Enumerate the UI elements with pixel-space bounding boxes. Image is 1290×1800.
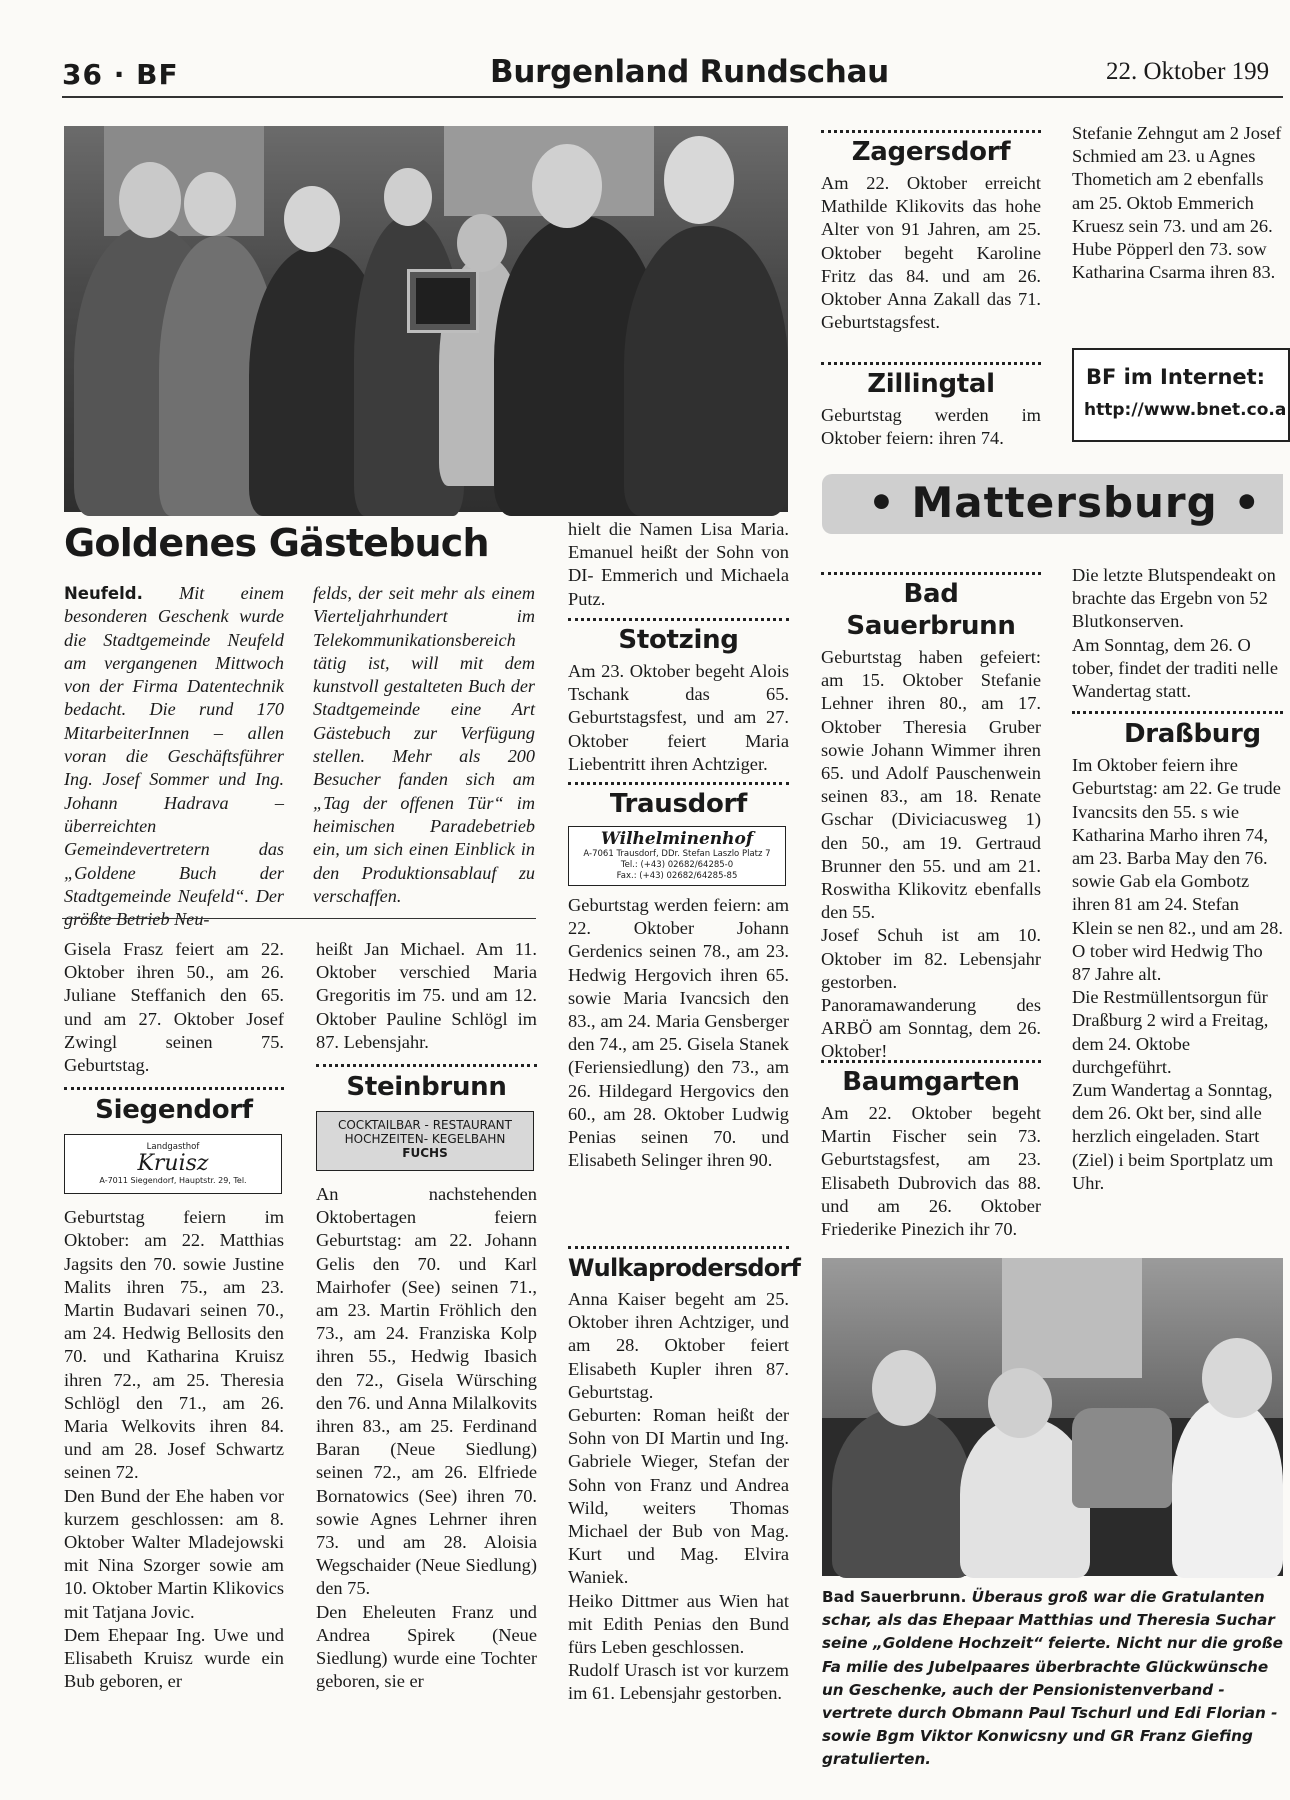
col5-mid — [1072, 564, 1283, 1195]
trausdorf-text: Geburtstag werden feiern: am 22. Oktober Johann Gerdenics seinen 78., am 23. Hedwig Hergovich ihren 65. sowie Maria Ivancsich den 83., am 24. Maria Gensberger den 74., am 25. Gisela Stanek (Feriensiedlung) den 73., am 26. Hildegard Hergovics den 60., am 28. Oktober Ludwig Penias seinen 70. und Elisabeth Selinger ihren 90. — [568, 895, 789, 1171]
person-1-head — [119, 162, 181, 238]
person-7-head — [664, 136, 734, 224]
internet-label: BF im Internet: — [1086, 365, 1266, 389]
golden-book — [407, 269, 479, 333]
drassburg-text-3: Zum Wandertag a Sonntag, dem 26. Okt ber, sind alle herzlich eingeladen. Start (Ziel) i beim Sportplatz um Uhr. — [1072, 1080, 1274, 1193]
man-left-head — [872, 1350, 936, 1426]
anniversary-photo — [822, 1258, 1283, 1576]
group-photo — [64, 126, 788, 512]
internet-url[interactable]: http://www.bnet.co.a — [1084, 400, 1287, 420]
woman-center-head — [988, 1368, 1052, 1438]
section-heading-wulkaprodersdorf: Wulkaprodersdorf — [568, 1254, 801, 1282]
wulkaprodersdorf-text-4: Rudolf Urasch ist vor kurzem im 61. Lebensjahr gestorben. — [568, 1660, 789, 1704]
ad-wilhelminenhof-fax: Fax.: (+43) 02682/64285-85 — [616, 871, 738, 881]
ad-wilhelminenhof-name: Wilhelminenhof — [600, 829, 754, 849]
person-5-head — [457, 214, 507, 272]
wandertag-text: Am Sonntag, dem 26. O tober, findet der traditi nelle Wandertag statt. — [1072, 634, 1279, 702]
ad-fuchs-line-3: FUCHS — [402, 1146, 448, 1161]
section-heading-drassburg: Draßburg — [1124, 719, 1261, 750]
divider — [1072, 711, 1283, 714]
man-right-head — [1202, 1338, 1272, 1418]
ad-wilhelminenhof — [568, 826, 786, 886]
siegendorf-text-2: Den Bund der Ehe haben vor kurzem geschlossen: am 8. Oktober Walter Mladejowski mit Nina Szorger sowie am 10. Oktober Martin Klikovics mit Tatjana Jovic. — [64, 1485, 284, 1622]
col2-lower — [316, 938, 537, 1693]
ad-fuchs-line-2: HOCHZEITEN- KEGELBAHN — [344, 1132, 506, 1147]
ad-kruisz-name: Kruisz — [137, 1151, 209, 1177]
internet-box — [1072, 348, 1290, 442]
bad-sauerbrunn-text-3: Panoramawanderung des ARBÖ am Sonntag, dem 26. Oktober! — [821, 995, 1041, 1062]
siegendorf-text-3: Dem Ehepaar Ing. Uwe und Elisabeth Kruisz wurde ein Bub geboren, er — [64, 1624, 284, 1692]
stotzing-section — [568, 622, 789, 776]
newspaper-title: Burgenland Rundschau — [490, 54, 889, 90]
col5-top-text: Stefanie Zehngut am 2 Josef Schmied am 23. u Agnes Thometich am 2 ebenfalls am 25. Oktob Emmerich Kruesz sein 73. und am 26. Hube Pöpperl den 73. sow Katharina Csarma ihren 83. — [1072, 123, 1282, 283]
blood-donation-text: Die letzte Blutspendeakt on brachte das Ergebn von 52 Blutkonserven. — [1072, 565, 1276, 632]
ad-fuchs-line-1: COCKTAILBAR - RESTAURANT — [337, 1118, 512, 1133]
wulkaprodersdorf-text-3: Heiko Dittmer aus Wien hat mit Edith Penias den Bund fürs Leben geschlossen. — [568, 1590, 789, 1658]
divider — [568, 618, 789, 621]
bad-sauerbrunn-section — [821, 576, 1041, 1064]
anniversary-caption — [822, 1586, 1283, 1769]
ad-kruisz-address: A-7011 Siegendorf, Hauptstr. 29, Tel. — [99, 1176, 247, 1186]
goldenes-col1 — [64, 582, 284, 931]
divider — [821, 362, 1041, 365]
baumgarten-text: Am 22. Oktober begeht Martin Fischer sein 73. Geburtstagsfest, am 23. Elisabeth Dubrovich das 88. und am 26. Oktober Friederike Pinezich ihr 70. — [821, 1103, 1041, 1240]
zagersdorf-section — [821, 134, 1041, 334]
divider — [821, 130, 1041, 133]
divider — [821, 572, 1041, 575]
section-heading-steinbrunn: Steinbrunn — [346, 1072, 507, 1103]
photo-curtain — [1002, 1258, 1142, 1378]
ad-kruisz — [64, 1134, 282, 1194]
section-heading-zillingtal: Zillingtal — [867, 369, 995, 399]
col3-top-text: hielt die Namen Lisa Maria. Emanuel heißt der Sohn von DI- Emmerich und Michaela Putz. — [568, 519, 789, 609]
steinbrunn-text-2: Den Eheleuten Franz und Andrea Spirek (Neue Siedlung) wurde eine Tochter geboren, sie er — [316, 1601, 537, 1692]
stotzing-text: Am 23. Oktober begeht Alois Tschank das 65. Geburtstagsfest, und am 27. Oktober feiert Maria Liebentritt ihren Achtziger. — [568, 661, 789, 774]
person-4-head — [384, 168, 432, 226]
section-heading-baumgarten: Baumgarten — [842, 1067, 1020, 1097]
siegendorf-text-1: Geburtstag feiern im Oktober: am 22. Matthias Jagsits den 70. sowie Justine Malits ihren 75., am 23. Martin Budavari seinen 70., am 24. Hedwig Bellosits den 70. und Katharina Kruisz ihren 72., am 25. Theresia Schlögl den 71., am 26. Maria Welkovits ihren 84. und am 28. Josef Schwartz seinen 72. — [64, 1207, 284, 1483]
baumgarten-section — [821, 1064, 1041, 1241]
person-7 — [624, 226, 788, 516]
issue-date: 22. Oktober 199 — [1106, 58, 1270, 85]
ad-fuchs — [316, 1111, 534, 1171]
caption-text: Überaus groß war die Gratulanten schar, als das Ehepaar Matthias und Theresia Suchar seine „Goldene Hochzeit“ feierte. Nicht nur die große Fa milie des Jubelpaares überbrachte Glückwünsche un Geschenke, auch der Pensionistenverband - vertrete durch Obmann Paul Tschurl und Edi Florian - sowie Bgm Viktor Konwicsny und GR Franz Giefing gratulierten. — [822, 1588, 1283, 1769]
person-6-head — [532, 144, 602, 228]
trausdorf-section — [568, 786, 789, 1172]
region-banner-mattersburg — [822, 474, 1283, 534]
col1-lower-text: Gisela Frasz feiert am 22. Oktober ihren 50., am 26. Juliane Steffanich den 65. und am 27. Oktober Josef Zwingl seinen 75. Geburtstag. — [64, 939, 284, 1076]
goldenes-col1-text: Mit einem besonderen Geschenk wurde die Stadtgemeinde Neufeld am vergangenen Mittwoch von der Firma Datentechnik bedacht. Die rund 170 MitarbeiterInnen – allen voran die Geschäftsführer Ing. Josef Sommer und Ing. Johann Hadrava – überreichten Gemeindevertretern das „Goldene Buch der Stadtgemeinde Neufeld“. Der größte Betrieb Neu- — [64, 583, 285, 930]
wulkaprodersdorf-section — [568, 1250, 801, 1706]
ad-kruisz-small: Landgasthof — [146, 1142, 200, 1153]
caption-lead: Bad Sauerbrunn. — [822, 1588, 967, 1606]
wulkaprodersdorf-text-1: Anna Kaiser begeht am 25. Oktober ihren Achtziger, und am 28. Oktober feiert Elisabeth Kupler ihren 87. Geburtstag. — [568, 1289, 789, 1402]
section-heading-siegendorf: Siegendorf — [95, 1095, 253, 1126]
drassburg-text-2: Die Restmüllentsorgun für Draßburg 2 wird a Freitag, dem 24. Oktobe durchgeführt. — [1072, 987, 1269, 1077]
article-title-goldenes-gaestebuch: Goldenes Gästebuch — [64, 521, 489, 565]
section-heading-stotzing: Stotzing — [618, 625, 739, 655]
drassburg-text-1: Im Oktober feiern ihre Geburtstag: am 22. Ge trude Ivancsits den 55. s wie Katharina Marho ihren 74, am 23. Barba May den 76. sowie Gab ela Gombotz ihren 81 am 24. Stefan Klein se nen 82., und am 28. O tober wird Hedwig Tho 87 Jahre alt. — [1072, 755, 1283, 985]
section-heading-zagersdorf: Zagersdorf — [851, 137, 1011, 167]
divider — [64, 1087, 284, 1090]
wulkaprodersdorf-text-2: Geburten: Roman heißt der Sohn von DI Martin und Ing. Gabriele Wieger, Stefan der Sohn von Franz und Andrea Wild, weiters Thomas Michael der Bub von Mag. Kurt und Mag. Elvira Waniek. — [568, 1405, 789, 1588]
header-rule — [62, 96, 1283, 98]
steinbrunn-text-1: An nachstehenden Oktobertagen feiern Geburtstag: am 22. Johann Gelis den 70. und Karl Mairhofer (See) seinen 71., am 23. Martin Fröhlich den 73., am 24. Franziska Kolp ihren 55., Hedwig Ibasich den 72., Gisela Würsching den 76. und Anna Milalkovits ihren 83., am 25. Ferdinand Baran (Neue Siedlung) seinen 72., am 26. Elfriede Bornatowics (See) ihren 70. sowie Agnes Lehrner ihren 73. und am 28. Aloisia Wegschaider (Neue Siedlung) den 75. — [316, 1184, 537, 1599]
divider — [568, 1246, 789, 1249]
person-2-head — [184, 172, 236, 236]
woman-center — [960, 1418, 1090, 1578]
man-right — [1172, 1398, 1283, 1578]
divider — [316, 1064, 537, 1067]
zillingtal-text: Geburtstag werden im Oktober feiern: ihren 74. — [821, 405, 1041, 449]
section-heading-trausdorf: Trausdorf — [609, 789, 748, 819]
divider — [568, 782, 789, 785]
man-left — [832, 1408, 972, 1578]
ad-wilhelminenhof-phone: Tel.: (+43) 02682/64285-0 — [620, 860, 734, 870]
goldenes-bottom-rule — [62, 918, 536, 919]
ad-wilhelminenhof-address: A-7061 Trausdorf, DDr. Stefan Laszlo Platz 7 — [583, 849, 771, 859]
zillingtal-section — [821, 366, 1041, 450]
goldenes-lead: Neufeld. — [64, 584, 143, 603]
divider — [821, 1060, 1041, 1063]
col1-lower — [64, 938, 284, 1693]
person-3-head — [284, 186, 340, 252]
bad-sauerbrunn-text-1: Geburtstag haben gefeiert: am 15. Oktober Stefanie Lehner ihren 80., am 17. Oktober Theresia Gruber sowie Johann Wimmer ihren 65. und Adolf Pauschenwein seinen 83., am 18. Renate Gschar (Diviciacusweg 1) den 50., am 19. Gertraud Brunner den 55. und am 21. Roswitha Klikovitz ebenfalls den 55. — [821, 647, 1041, 923]
section-heading-bad-sauerbrunn: Bad Sauerbrunn — [846, 579, 1016, 641]
region-banner-text: • Mattersburg • — [868, 478, 1262, 527]
gift-basket — [1072, 1408, 1172, 1508]
page-number: 36 · BF — [62, 58, 179, 91]
col2-lower-text: heißt Jan Michael. Am 11. Oktober verschied Maria Gregoritis im 75. und am 12. Oktober Pauline Schlögl im 87. Lebensjahr. — [316, 939, 537, 1052]
goldenes-col2: felds, der seit mehr als einem Vierteljahrhundert im Telekommunikationsbereich tätig ist, will mit dem kunstvoll gestalteten Buch der Stadtgemeinde eine Art Gästebuch zur Verfügung stellen. Mehr als 200 Besucher fanden sich am „Tag der offenen Tür“ im heimischen Paradebetrieb ein, um sich einen Einblick in den Produktionsablauf zu verschaffen. — [313, 583, 535, 906]
zagersdorf-text: Am 22. Oktober erreicht Mathilde Klikovits das hohe Alter von 91 Jahren, am 25. Oktober begeht Karoline Fritz das 84. und am 26. Oktober Anna Zakall das 71. Geburtstagsfest. — [821, 173, 1041, 333]
bad-sauerbrunn-text-2: Josef Schuh ist am 10. Oktober im 82. Lebensjahr gestorben. — [821, 925, 1041, 992]
